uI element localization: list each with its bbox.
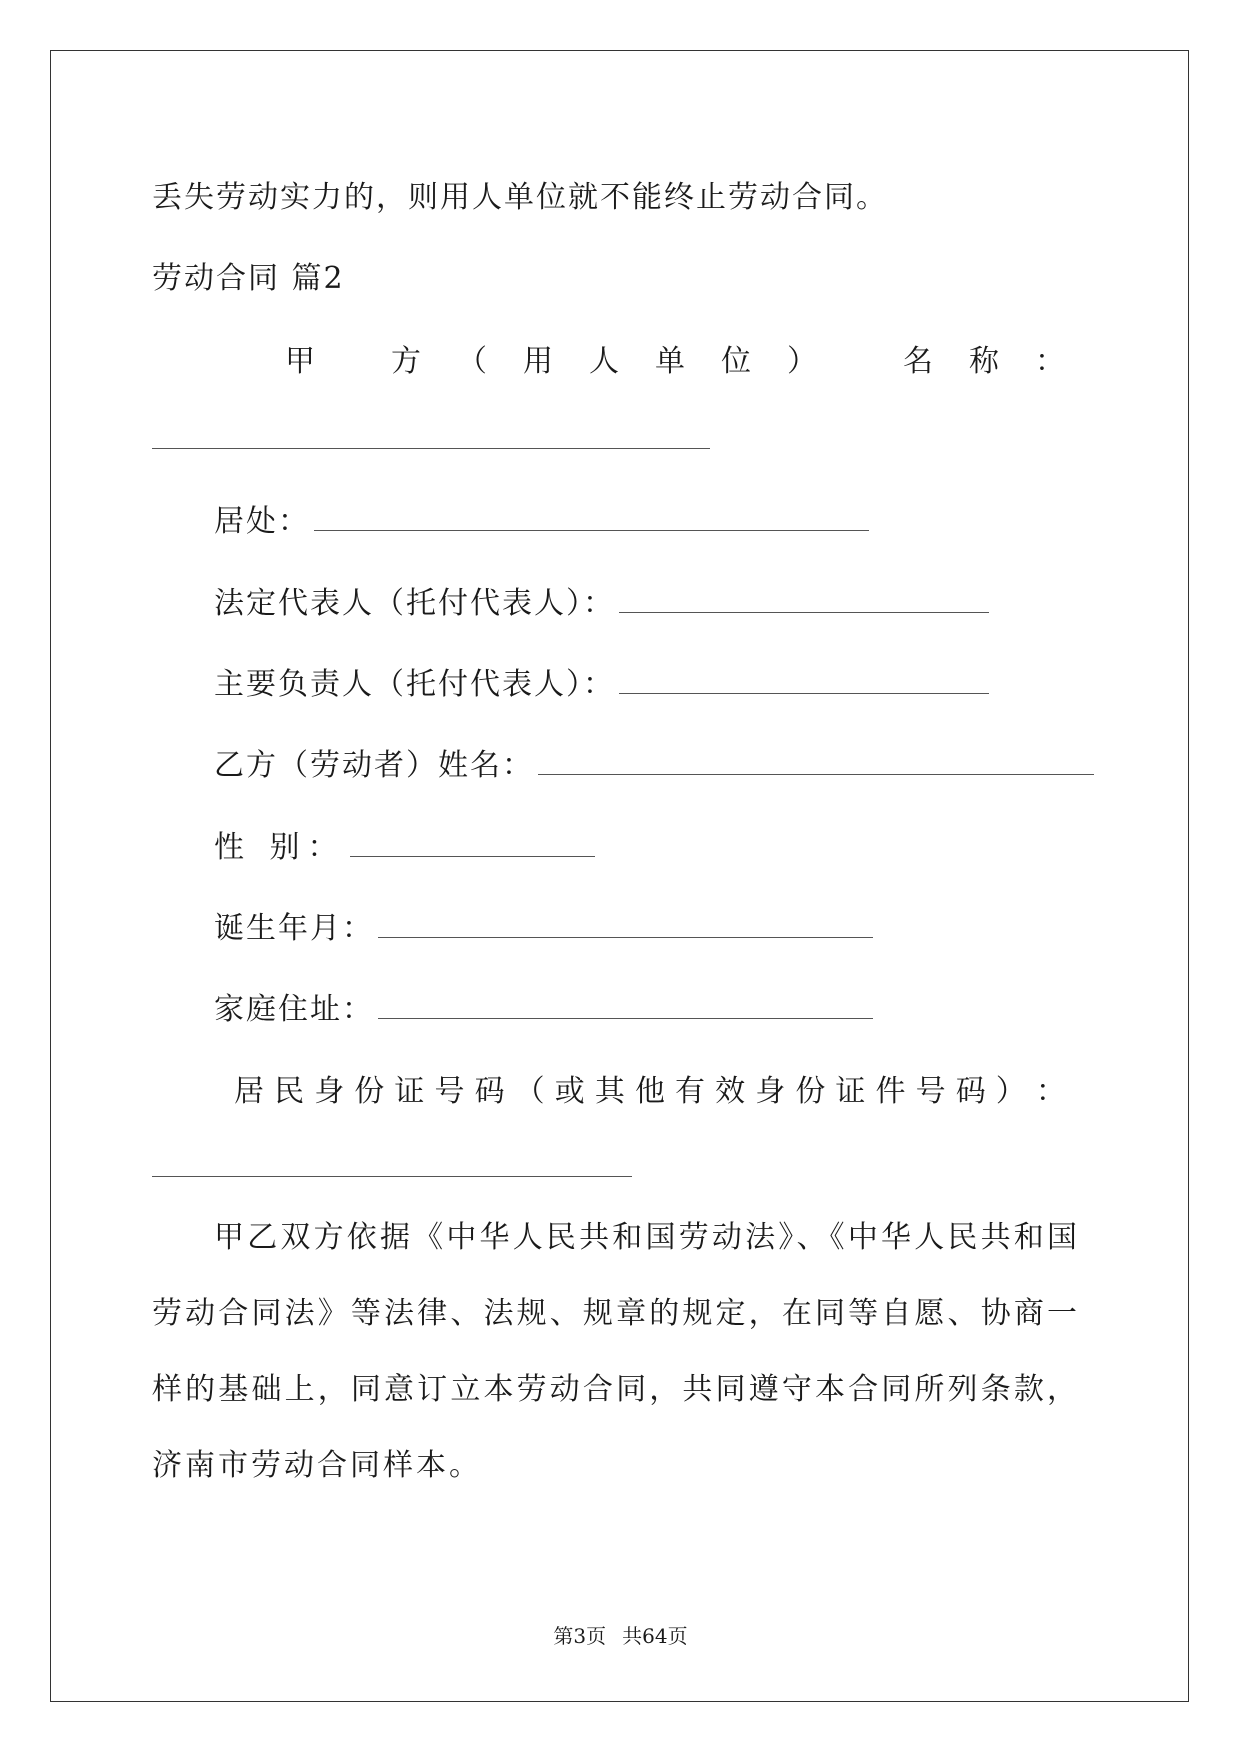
- gender-blank[interactable]: [350, 855, 595, 857]
- id-char: 码: [955, 1074, 986, 1109]
- id-char: 或: [554, 1074, 585, 1109]
- id-char: 证: [835, 1074, 866, 1109]
- id-char: 民: [274, 1074, 305, 1109]
- party-a-char: 单: [655, 344, 685, 379]
- party-a-char: 人: [589, 344, 619, 379]
- principal-label: 主要负责人（托付代表人）：: [214, 667, 615, 702]
- party-a-char: 方: [391, 344, 421, 379]
- id-char: 号: [915, 1074, 946, 1109]
- residence-blank[interactable]: [314, 529, 869, 531]
- principal-blank[interactable]: [619, 692, 989, 694]
- id-char: 效: [715, 1074, 746, 1109]
- party-a-char: ：: [1035, 344, 1065, 379]
- id-char: ：: [1035, 1074, 1066, 1109]
- party-a-char: （: [457, 344, 487, 379]
- id-char: 证: [394, 1074, 425, 1109]
- home-address-row: [214, 984, 873, 1028]
- party-b-name-blank[interactable]: [538, 773, 1094, 775]
- id-char: 件: [875, 1074, 906, 1109]
- party-a-name-label: [285, 336, 1065, 380]
- party-a-char: 甲: [285, 344, 315, 379]
- section-title: 劳动合同 篇2: [152, 261, 345, 296]
- page-total: 共64页: [622, 1624, 688, 1648]
- legal-rep-row: [214, 578, 989, 622]
- page-footer: [0, 1620, 1241, 1649]
- birth-label: 诞生年月：: [214, 911, 374, 946]
- home-address-label: 家庭住址：: [214, 992, 374, 1027]
- party-b-name-label: 乙方（劳动者）姓名：: [214, 748, 534, 783]
- id-char: 号: [434, 1074, 465, 1109]
- gender-row: [214, 822, 595, 866]
- id-char: 身: [314, 1074, 345, 1109]
- id-label: [234, 1066, 1066, 1110]
- party-a-char: 用: [523, 344, 553, 379]
- id-char: 他: [634, 1074, 665, 1109]
- home-address-blank[interactable]: [378, 1017, 873, 1019]
- id-char: 码: [474, 1074, 505, 1109]
- id-number-blank[interactable]: [152, 1175, 632, 1177]
- id-char: 有: [675, 1074, 706, 1109]
- id-char: 身: [755, 1074, 786, 1109]
- agreement-paragraph: 甲乙双方依据《中华人民共和国劳动法》、《中华人民共和国劳动合同法》等法律、法规、规章的规定，在同等自愿、协商一样的基础上，同意订立本劳动合同，共同遵守本合同所列条款，济南市劳动合同样本。: [152, 1220, 1080, 1483]
- gender-label: 性 别：: [214, 830, 346, 865]
- party-a-char: 名: [903, 344, 933, 379]
- party-a-name-blank[interactable]: [152, 447, 710, 449]
- party-b-name-row: [214, 740, 1094, 784]
- residence-label: 居处：: [214, 504, 310, 539]
- birth-blank[interactable]: [378, 936, 873, 938]
- party-a-char: ）: [787, 344, 817, 379]
- id-char: ）: [995, 1074, 1026, 1109]
- legal-rep-blank[interactable]: [619, 611, 989, 613]
- legal-rep-label: 法定代表人（托付代表人）：: [214, 586, 615, 621]
- text-line-1: 丢失劳动实力的，则用人单位就不能终止劳动合同。: [152, 180, 888, 215]
- id-char: 份: [354, 1074, 385, 1109]
- id-char: 居: [234, 1074, 264, 1109]
- id-char: （: [514, 1074, 545, 1109]
- id-char: 份: [795, 1074, 826, 1109]
- birth-row: [214, 903, 873, 947]
- party-a-char: 称: [969, 344, 999, 379]
- residence-row: [214, 496, 869, 540]
- page-current: 第3页: [553, 1624, 607, 1648]
- principal-row: [214, 659, 989, 703]
- party-a-char: 位: [721, 344, 751, 379]
- id-char: 其: [594, 1074, 625, 1109]
